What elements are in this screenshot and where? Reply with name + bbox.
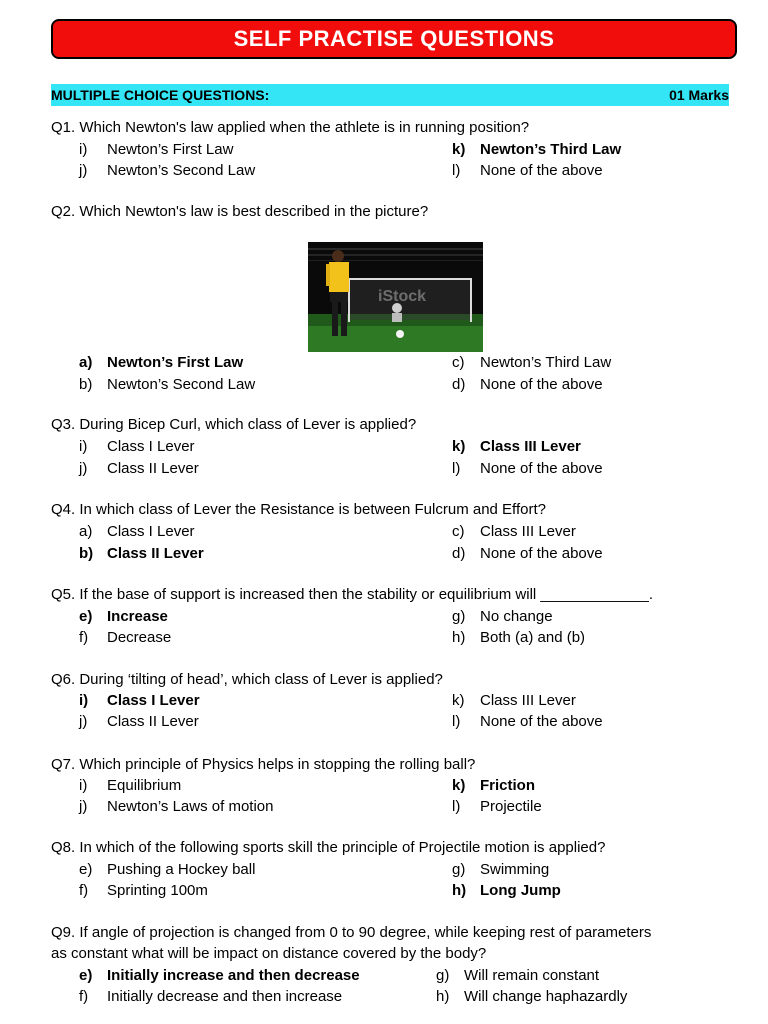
q2-option-c: c) Newton’s Third Law: [452, 354, 612, 371]
q7-option-i: i) Equilibrium: [79, 777, 182, 794]
q2-option-d: d) None of the above: [452, 376, 603, 393]
q6-option-l: l) None of the above: [452, 713, 603, 730]
q6-option-k: k) Class III Lever: [452, 692, 576, 709]
q1-option-l: l) None of the above: [452, 162, 603, 179]
q3-option-l: l) None of the above: [452, 460, 603, 477]
question-5: Q5. If the base of support is increased then the stability or equilibrium will _____________.: [51, 586, 654, 603]
question-9-continued: as constant what will be impact on distance covered by the body?: [51, 945, 487, 962]
q8-option-f: f) Sprinting 100m: [79, 882, 208, 899]
q6-option-i: i) Class I Lever: [79, 692, 200, 709]
q5-option-g: g) No change: [452, 608, 553, 625]
q3-option-k: k) Class III Lever: [452, 438, 581, 455]
section-title: MULTIPLE CHOICE QUESTIONS:: [51, 87, 270, 103]
q6-option-j: j) Class II Lever: [79, 713, 199, 730]
q8-option-g: g) Swimming: [452, 861, 550, 878]
q8-option-e: e) Pushing a Hockey ball: [79, 861, 256, 878]
page-banner: SELF PRACTISE QUESTIONS: [51, 19, 737, 59]
q1-option-k: k) Newton’s Third Law: [452, 141, 622, 158]
q4-option-d: d) None of the above: [452, 545, 603, 562]
q5-option-e: e) Increase: [79, 608, 168, 625]
question-6: Q6. During ‘tilting of head’, which class of Lever is applied?: [51, 671, 443, 688]
q9-option-f: f) Initially decrease and then increase: [79, 988, 343, 1005]
q8-option-h: h) Long Jump: [452, 882, 561, 899]
q1-option-j: j) Newton’s Second Law: [79, 162, 256, 179]
question-4: Q4. In which class of Lever the Resistance is between Fulcrum and Effort?: [51, 501, 546, 518]
q4-option-c: c) Class III Lever: [452, 523, 576, 540]
q2-option-a: a) Newton’s First Law: [79, 354, 244, 371]
q3-option-i: i) Class I Lever: [79, 438, 195, 455]
question-3: Q3. During Bicep Curl, which class of Lever is applied?: [51, 416, 417, 433]
football-penalty-photo: [308, 242, 483, 352]
question-8: Q8. In which of the following sports skill the principle of Projectile motion is applied?: [51, 839, 606, 856]
section-marks: 01 Marks: [669, 87, 729, 103]
q7-option-k: k) Friction: [452, 777, 535, 794]
question-7: Q7. Which principle of Physics helps in stopping the rolling ball?: [51, 756, 476, 773]
q2-option-b: b) Newton’s Second Law: [79, 376, 256, 393]
question-2: Q2. Which Newton's law is best described in the picture?: [51, 203, 429, 220]
q4-option-b: b) Class II Lever: [79, 545, 204, 562]
q3-option-j: j) Class II Lever: [79, 460, 199, 477]
q7-option-j: j) Newton’s Laws of motion: [79, 798, 274, 815]
photo-watermark: iStock: [378, 288, 427, 305]
q5-option-f: f) Decrease: [79, 629, 172, 646]
q4-option-a: a) Class I Lever: [79, 523, 195, 540]
question-9: Q9. If angle of projection is changed from 0 to 90 degree, while keeping rest of parameters: [51, 924, 652, 941]
q7-option-l: l) Projectile: [452, 798, 542, 815]
section-header: [51, 84, 729, 106]
q1-option-i: i) Newton’s First Law: [79, 141, 234, 158]
q9-option-e: e) Initially increase and then decrease: [79, 967, 360, 984]
q9-option-h: h) Will change haphazardly: [436, 988, 628, 1005]
question-1: Q1. Which Newton's law applied when the athlete is in running position?: [51, 119, 530, 136]
q5-option-h: h) Both (a) and (b): [452, 629, 586, 646]
q9-option-g: g) Will remain constant: [436, 967, 600, 984]
